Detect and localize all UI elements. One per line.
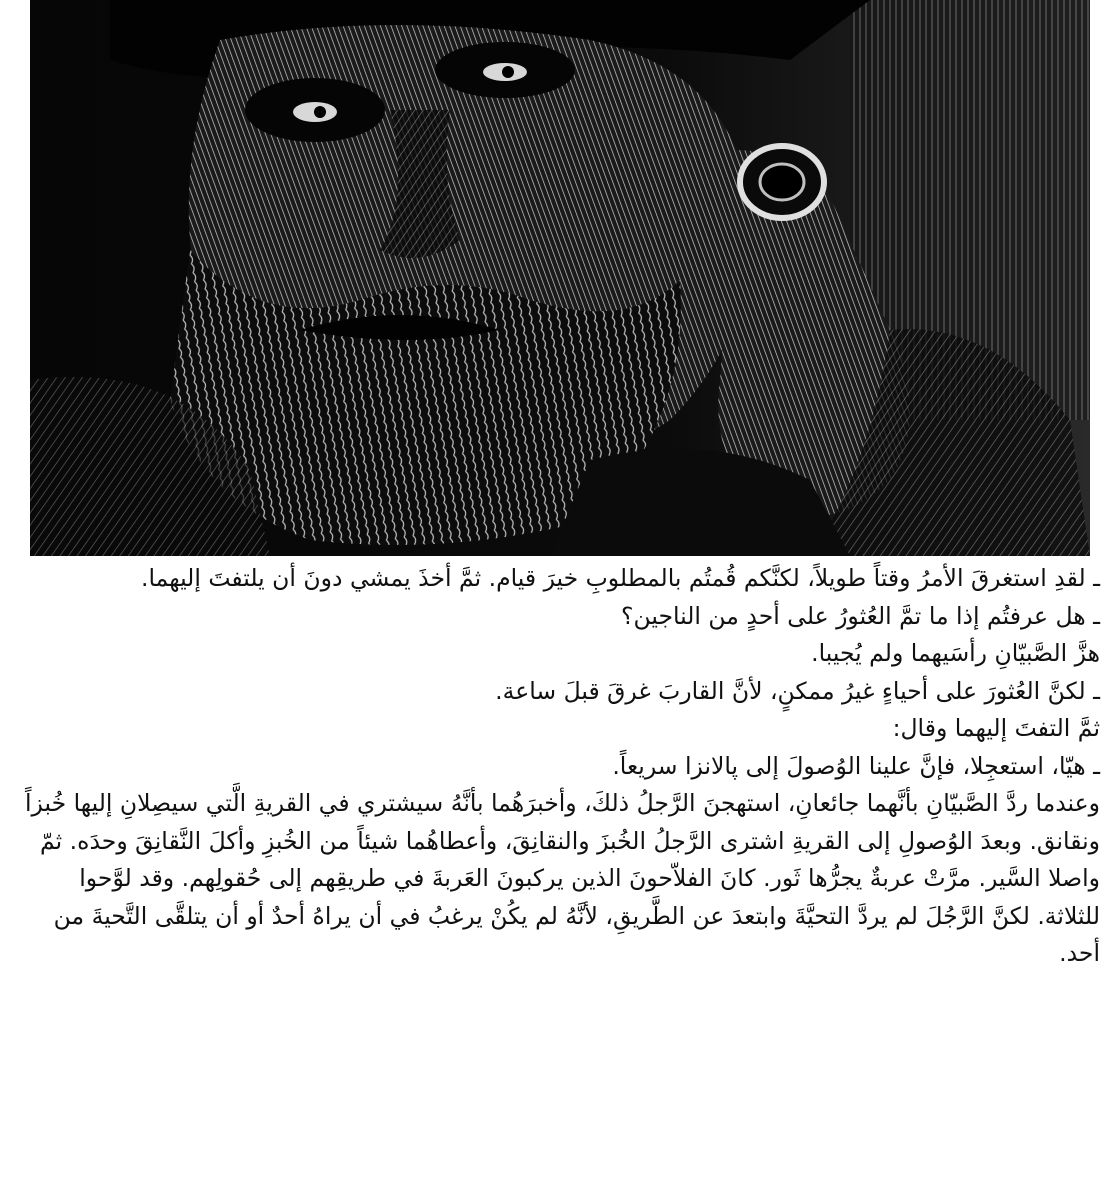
paragraph-4: ـ لكنَّ العُثورَ على أحياءٍ غيرُ ممكنٍ، لأنَّ القاربَ غرقَ قبلَ ساعة.: [495, 676, 1100, 705]
bearded-man-with-bottle-engraving-icon: [30, 0, 1090, 556]
paragraph-1: ـ لقدِ استغرقَ الأمرُ وقتاً طويلاً، لكنَّكم قُمتُم بالمطلوبِ خيرَ قيام. ثمَّ أخذَ يمشي دونَ أن يلتفتَ إليهما.: [141, 564, 1100, 592]
illustration-panel: [30, 0, 1090, 556]
paragraph-6: ـ هيّا، استعجِلا، فإنَّ علينا الوُصولَ إلى پالانزا سريعاً.: [612, 751, 1100, 780]
paragraph-5: ثمَّ التفتَ إليهما وقال:: [892, 714, 1100, 742]
paragraph-7: وعندما ردَّ الصَّبيّانِ بأنَّهما جائعانِ، استهجنَ الرَّجلُ ذلكَ، وأخبرَهُما بأنَّهُ سيشتري في القريةِ الَّتي سيصِلانِ إليها خُبزاً ونقانق. وبعدَ الوُصولِ إلى القريةِ اشترى الرَّجلُ الخُبزَ والنقانِقَ، وأعطاهُما شيئاً من الخُبزِ وأكلَ النَّقانِقَ وحدَه. ثمّ واصلا السَّير. مرَّتْ عربةٌ يجرُّها ثَور. كانَ الفلاّحونَ الذين يركبونَ العَربةَ في طريقِهم إلى حُقولِهم. وقد لوَّحوا للثلاثة. لكنَّ الرَّجُلَ لم يردَّ التحيَّةَ وابتعدَ عن الطَّريقِ، لأنَّهُ لم يكُنْ يرغبُ في أن يراهُ أحدٌ أو أن يتلقَّى التَّحيةَ من أحد.: [25, 789, 1100, 967]
story-text: [14, 560, 1100, 973]
paragraph-2: ـ هل عرفتُم إذا ما تمَّ العُثورُ على أحدٍ من الناجين؟: [621, 601, 1100, 630]
paragraph-3: هزَّ الصَّبيّانِ رأسَيهما ولم يُجيبا.: [811, 639, 1100, 667]
